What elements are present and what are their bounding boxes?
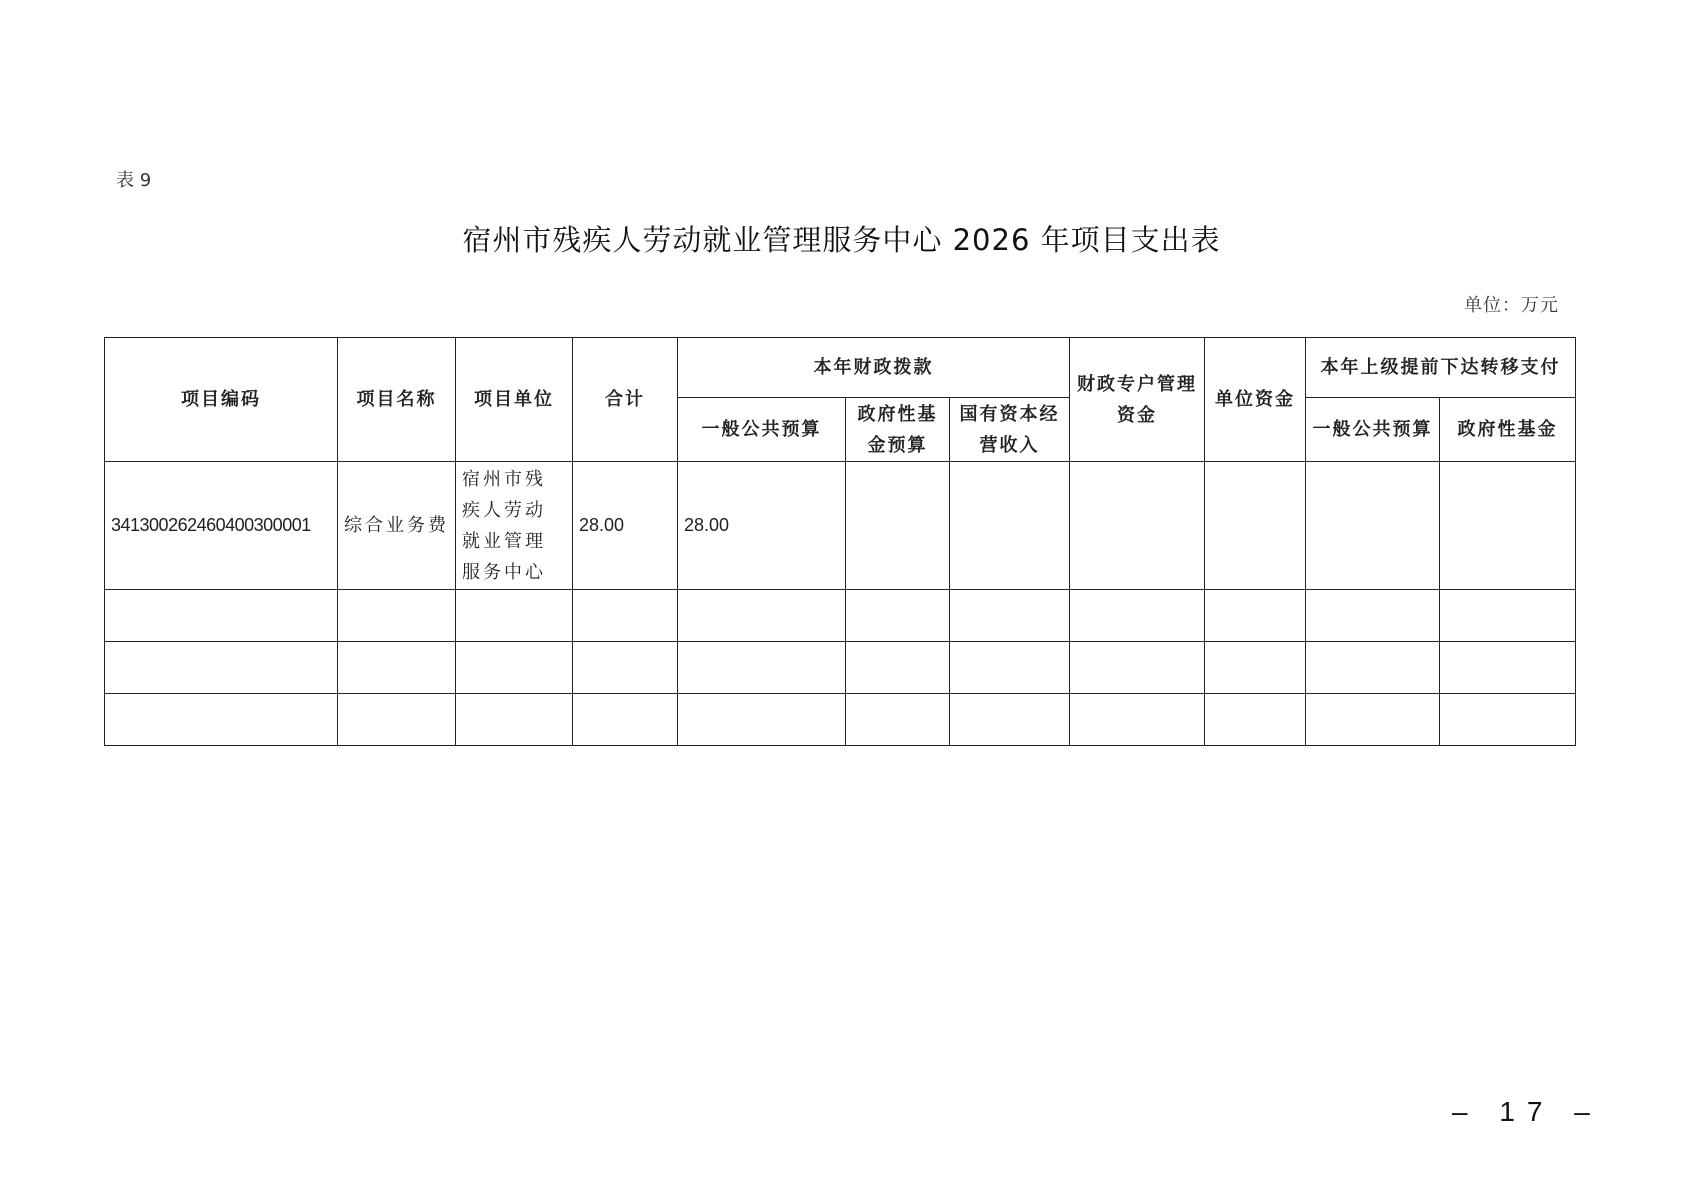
project-expenditure-table <box>104 337 1576 746</box>
header-advance-general-public-budget: 一般公共预算 <box>1306 398 1440 462</box>
cell-project-name: 综合业务费 <box>338 462 456 590</box>
header-fiscal-allocation: 本年财政拨款 <box>678 338 1070 398</box>
cell-total: 28.00 <box>573 462 678 590</box>
cell-advance-general-public-budget <box>1306 462 1440 590</box>
header-project-name: 项目名称 <box>338 338 456 462</box>
header-general-public-budget: 一般公共预算 <box>678 398 846 462</box>
cell-unit-funds <box>1205 462 1306 590</box>
cell-project-unit: 宿州市残疾人劳动就业管理服务中心 <box>456 462 573 590</box>
header-unit-funds: 单位资金 <box>1205 338 1306 462</box>
cell-gov-fund-budget <box>846 462 950 590</box>
header-gov-fund-budget: 政府性基金预算 <box>846 398 950 462</box>
cell-fiscal-special-account <box>1070 462 1205 590</box>
document-title: 宿州市残疾人劳动就业管理服务中心 2026 年项目支出表 <box>462 223 1221 257</box>
header-row-1 <box>105 338 1576 398</box>
cell-state-capital-income <box>950 462 1070 590</box>
header-state-capital-income: 国有资本经营收入 <box>950 398 1070 462</box>
header-project-unit: 项目单位 <box>456 338 573 462</box>
empty-table-row <box>105 642 1576 694</box>
header-advance-transfer: 本年上级提前下达转移支付 <box>1306 338 1576 398</box>
header-total: 合计 <box>573 338 678 462</box>
cell-advance-gov-fund <box>1440 462 1576 590</box>
table-row <box>105 462 1576 590</box>
unit-note: 单位：万元 <box>1464 295 1559 316</box>
cell-general-public-budget: 28.00 <box>678 462 846 590</box>
header-advance-gov-fund: 政府性基金 <box>1440 398 1576 462</box>
header-project-code: 项目编码 <box>105 338 338 462</box>
cell-project-code: 341300262460400300001 <box>105 462 338 590</box>
header-fiscal-special-account: 财政专户管理资金 <box>1070 338 1205 462</box>
page-number: – 17 – <box>1452 1096 1602 1127</box>
empty-table-row <box>105 590 1576 642</box>
empty-table-row <box>105 694 1576 746</box>
table-label: 表 9 <box>116 170 152 191</box>
